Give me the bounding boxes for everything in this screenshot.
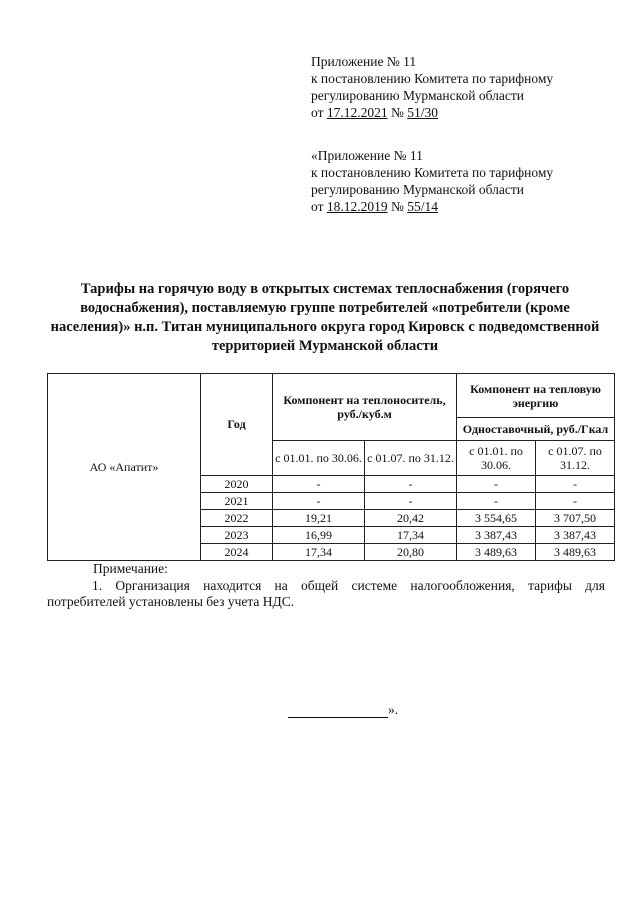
value-cell: - (457, 493, 536, 510)
annex-title: Приложение № 11 (311, 54, 417, 69)
value-cell: 16,99 (273, 527, 365, 544)
value-cell: - (457, 476, 536, 493)
value-cell: 3 489,63 (457, 544, 536, 561)
closing-mark (288, 702, 398, 718)
annex-ref-line: к постановлению Комитета по тарифному (311, 165, 554, 180)
year-cell: 2020 (201, 476, 273, 493)
closing-quote: ». (388, 702, 399, 717)
note-body: 1. Организация находится на общей системе налогообложения, тарифы для потребителей установлены без учета НДС. (47, 578, 605, 609)
value-cell: 3 387,43 (457, 527, 536, 544)
period-header: с 01.07. по 31.12. (536, 441, 615, 476)
annex-ref-line: к постановлению Комитета по тарифному (311, 71, 554, 86)
period-header: с 01.01. по 30.06. (273, 441, 365, 476)
value-cell: - (365, 476, 457, 493)
single-rate-header: Одноставочный, руб./Гкал (457, 418, 615, 441)
organization-cell: АО «Апатит» (48, 374, 201, 561)
annex-number: 55/14 (407, 199, 439, 214)
value-cell: 17,34 (365, 527, 457, 544)
value-cell: 3 707,50 (536, 510, 615, 527)
signature-line (288, 705, 388, 718)
value-cell: 20,80 (365, 544, 457, 561)
document-title: Тарифы на горячую воду в открытых системах теплоснабжения (горячего водоснабжения), поставляемую группе потребителей «потребители (кроме населения)» н.п. Титан муниципального округа город Кировск с подведомственной территорией Мурманской области (50, 281, 600, 354)
annex-header-current (311, 53, 553, 121)
value-cell: 20,42 (365, 510, 457, 527)
value-cell: 17,34 (273, 544, 365, 561)
year-cell: 2024 (201, 544, 273, 561)
note-title: Примечание: (93, 561, 168, 576)
annex-date-line: от 17.12.2021 № 51/30 (311, 105, 439, 120)
year-cell: 2021 (201, 493, 273, 510)
annex-title: «Приложение № 11 (311, 148, 423, 163)
annex-date-line: от 18.12.2019 № 55/14 (311, 199, 439, 214)
value-cell: - (273, 493, 365, 510)
value-cell: - (273, 476, 365, 493)
heat-carrier-header: Компонент на теплоноситель, руб./куб.м (273, 374, 457, 441)
annex-header-original (311, 147, 553, 215)
value-cell: - (536, 476, 615, 493)
period-header: с 01.07. по 31.12. (365, 441, 457, 476)
value-cell: 3 387,43 (536, 527, 615, 544)
heat-energy-header: Компонент на тепловую энергию (457, 374, 615, 418)
value-cell: - (365, 493, 457, 510)
year-cell: 2023 (201, 527, 273, 544)
period-header: с 01.01. по 30.06. (457, 441, 536, 476)
annex-date: 18.12.2019 (326, 199, 388, 214)
annex-ref-line: регулированию Мурманской области (311, 182, 524, 197)
value-cell: - (536, 493, 615, 510)
value-cell: 19,21 (273, 510, 365, 527)
year-cell: 2022 (201, 510, 273, 527)
annex-ref-line: регулированию Мурманской области (311, 88, 524, 103)
value-cell: 3 554,65 (457, 510, 536, 527)
annex-number: 51/30 (407, 105, 439, 120)
value-cell: 3 489,63 (536, 544, 615, 561)
annex-date: 17.12.2021 (326, 105, 388, 120)
tariff-table (47, 373, 615, 561)
year-header: Год (201, 374, 273, 476)
